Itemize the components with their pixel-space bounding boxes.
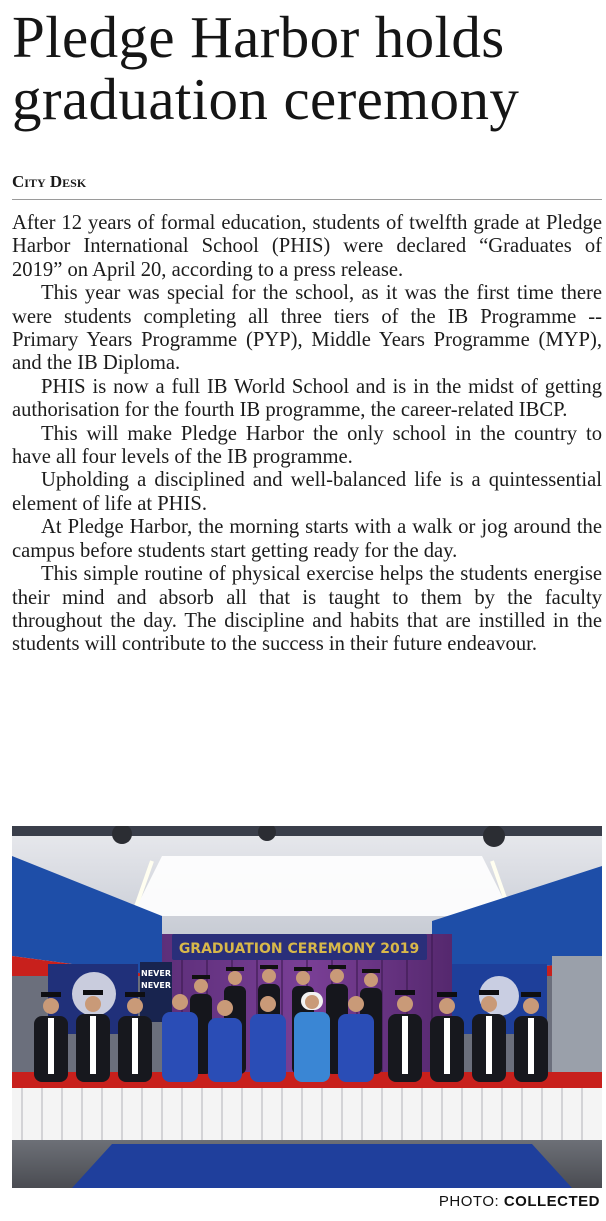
paragraph: Upholding a disciplined and well-balanced life is a quintessential element of life at PHIS. xyxy=(12,469,602,515)
principal-robe xyxy=(294,1012,330,1082)
ceiling-light-panel xyxy=(132,856,512,916)
paragraph: This simple routine of physical exercise helps the students energise their mind and absorb all that is taught to them by the faculty throughout the day. The discipline and habits that are instilled in the students will contribute to the success in their future endeavour. xyxy=(12,563,602,656)
ceremony-photo-illustration xyxy=(12,826,602,1188)
ceiling-fixture xyxy=(483,826,505,847)
headline: Pledge Harbor holds graduation ceremony xyxy=(12,4,520,132)
photo-credit xyxy=(439,1193,600,1210)
slogan-text: NEVER xyxy=(141,981,171,990)
stage-skirt xyxy=(12,1088,602,1140)
paragraph: This year was special for the school, as it was the first time there were students completing all three tiers of the IB Programme -- Primary Years Programme (PYP), Middle Years Programme (MYP), and the IB Diploma. xyxy=(12,282,602,375)
byline: City Desk xyxy=(12,172,87,191)
blue-carpet xyxy=(72,1144,572,1188)
right-window xyxy=(552,956,602,1076)
paragraph: At Pledge Harbor, the morning starts with a walk or jog around the campus before students start getting ready for the day. xyxy=(12,516,602,562)
paragraph: This will make Pledge Harbor the only school in the country to have all four levels of the IB programme. xyxy=(12,422,602,469)
ceremony-photo xyxy=(12,826,602,1188)
byline-divider xyxy=(12,199,602,200)
photo-credit-label: PHOTO: xyxy=(438,1193,500,1210)
paragraph: PHIS is now a full IB World School and is in the midst of getting authorisation for the fourth IB programme, the career-related IBCP. xyxy=(12,375,602,422)
paragraph: After 12 years of formal education, students of twelfth grade at Pledge Harbor International School (PHIS) were declared “Graduates of 2019” on April 20, according to a press release. xyxy=(12,212,602,281)
article-body xyxy=(12,212,602,657)
banner-text: GRADUATION CEREMONY 2019 xyxy=(178,941,420,957)
ceiling-top-band xyxy=(12,826,602,836)
photo-credit-value: COLLECTED xyxy=(503,1193,600,1210)
slogan-text: NEVER xyxy=(141,969,171,978)
